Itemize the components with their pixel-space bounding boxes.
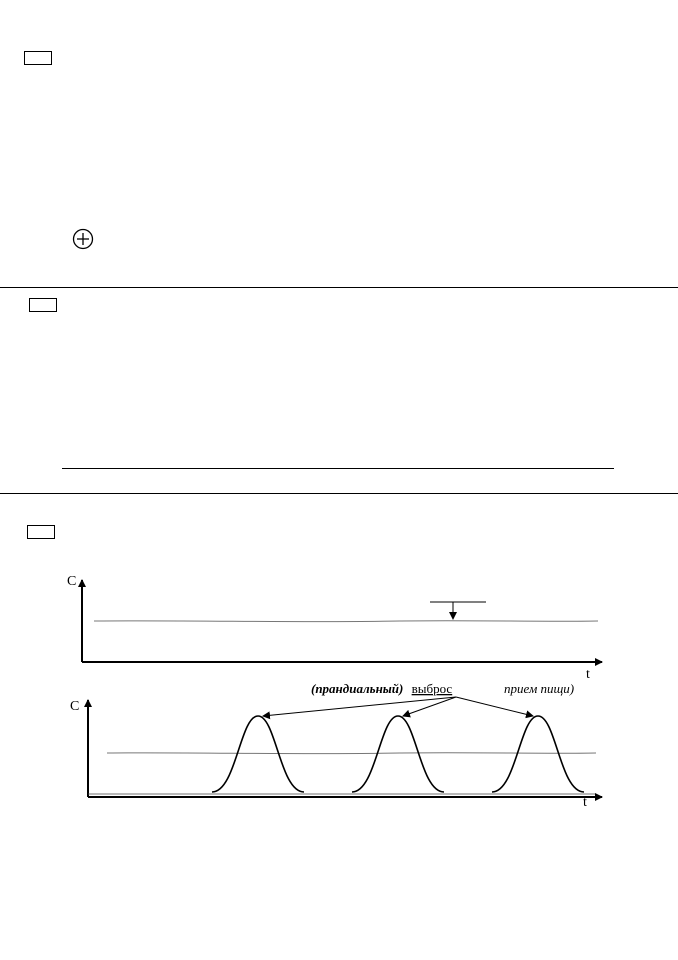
insulin-peak-2 — [352, 716, 444, 792]
bottom-chart — [70, 699, 602, 810]
circled-plus-icon — [70, 226, 96, 252]
annotation-arrow-1 — [263, 697, 456, 716]
section-divider-2 — [0, 493, 678, 494]
spike-annotation — [311, 681, 574, 696]
top-basal-level-line — [94, 621, 598, 622]
top-x-axis-label: t — [586, 667, 590, 682]
annotation-prefix: (прандиальный) — [311, 681, 404, 696]
section-divider-1 — [0, 287, 678, 288]
annotation-word: выброс — [411, 681, 453, 696]
bottom-y-axis-label: C — [70, 699, 80, 714]
answer-line — [62, 468, 614, 469]
answer-box-1 — [24, 51, 52, 65]
annotation-arrow-3 — [456, 697, 533, 716]
concentration-diagrams — [0, 560, 678, 830]
annotation-suffix: прием пищи) — [504, 681, 575, 696]
top-chart — [67, 574, 602, 682]
bottom-x-axis-label: t — [583, 795, 587, 810]
answer-box-3 — [27, 525, 55, 539]
insulin-peak-3 — [492, 716, 584, 792]
top-y-axis-label: C — [67, 574, 77, 589]
answer-box-2 — [29, 298, 57, 312]
bottom-basal-level-line — [107, 753, 596, 754]
